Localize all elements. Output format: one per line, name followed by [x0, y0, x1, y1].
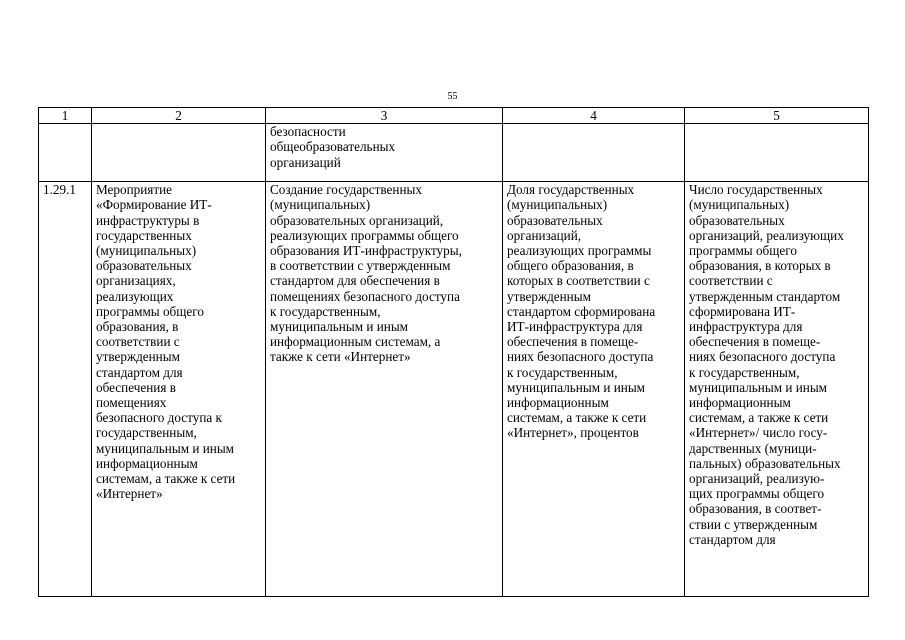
cell-text: Создание государственных (муниципальных) образовательных организаций, реализующих программы общего образования ИТ-инфраструктуры, в соответствии с утвержденным стандартом для обеспечения в помещениях безопасного доступа к государственным, муниципальным и иным информационным системам, а также к сети «Интернет»: [270, 182, 462, 365]
column-header: 1: [39, 108, 92, 124]
table-cell: [39, 182, 92, 597]
table-row: [39, 182, 869, 597]
cell-text: Мероприятие «Формирование ИТ- инфраструктуры в государственных (муниципальных) образовательных организациях, реализующих программы общего образования, в соответствии с утвержденным стандартом для обеспечения в помещениях безопасного доступа к государственным, муниципальным и иным информационным системам, а также к сети «Интернет»: [96, 182, 236, 502]
cell-text: безопасности общеобразовательных организаций: [270, 124, 396, 170]
column-header: 3: [266, 108, 503, 124]
table-cell: [685, 182, 869, 597]
table-header-row: [39, 108, 869, 124]
column-header: 2: [92, 108, 266, 124]
table-cell: [39, 124, 92, 182]
cell-text: Число государственных (муниципальных) образовательных организаций, реализующих программы общего образования, в которых в соответствии с утвержденным стандартом сформирована ИТ- инфраструктура для обеспечения в помеще- ниях безопасного доступа к государственным, муниципальным и иным информационным системам, а также к сети «Интернет»/ число госу- дарственных (муници- пальных) образовательных организаций, реализую- щих программы общего образования, в соответ- ствии с утвержденным стандартом для: [689, 182, 844, 547]
table-row: [39, 124, 869, 182]
table-cell: [685, 124, 869, 182]
cell-text: 1.29.1: [43, 182, 76, 198]
page-number: 55: [447, 91, 458, 102]
table-cell: [266, 124, 503, 182]
table-cell: [503, 182, 685, 597]
column-header: 5: [685, 108, 869, 124]
column-header: 4: [503, 108, 685, 124]
table-cell: [92, 124, 266, 182]
cell-text: Доля государственных (муниципальных) образовательных организаций, реализующих программы общего образования, в которых в соответствии с утвержденным стандартом сформирована ИТ-инфраструктура для обеспечения в помеще- ниях безопасного доступа к государственным, муниципальным и иным информационным системам, а также к сети «Интернет», процентов: [507, 182, 656, 441]
table-cell: [92, 182, 266, 597]
document-table: [38, 107, 869, 597]
table-cell: [503, 124, 685, 182]
table-cell: [266, 182, 503, 597]
